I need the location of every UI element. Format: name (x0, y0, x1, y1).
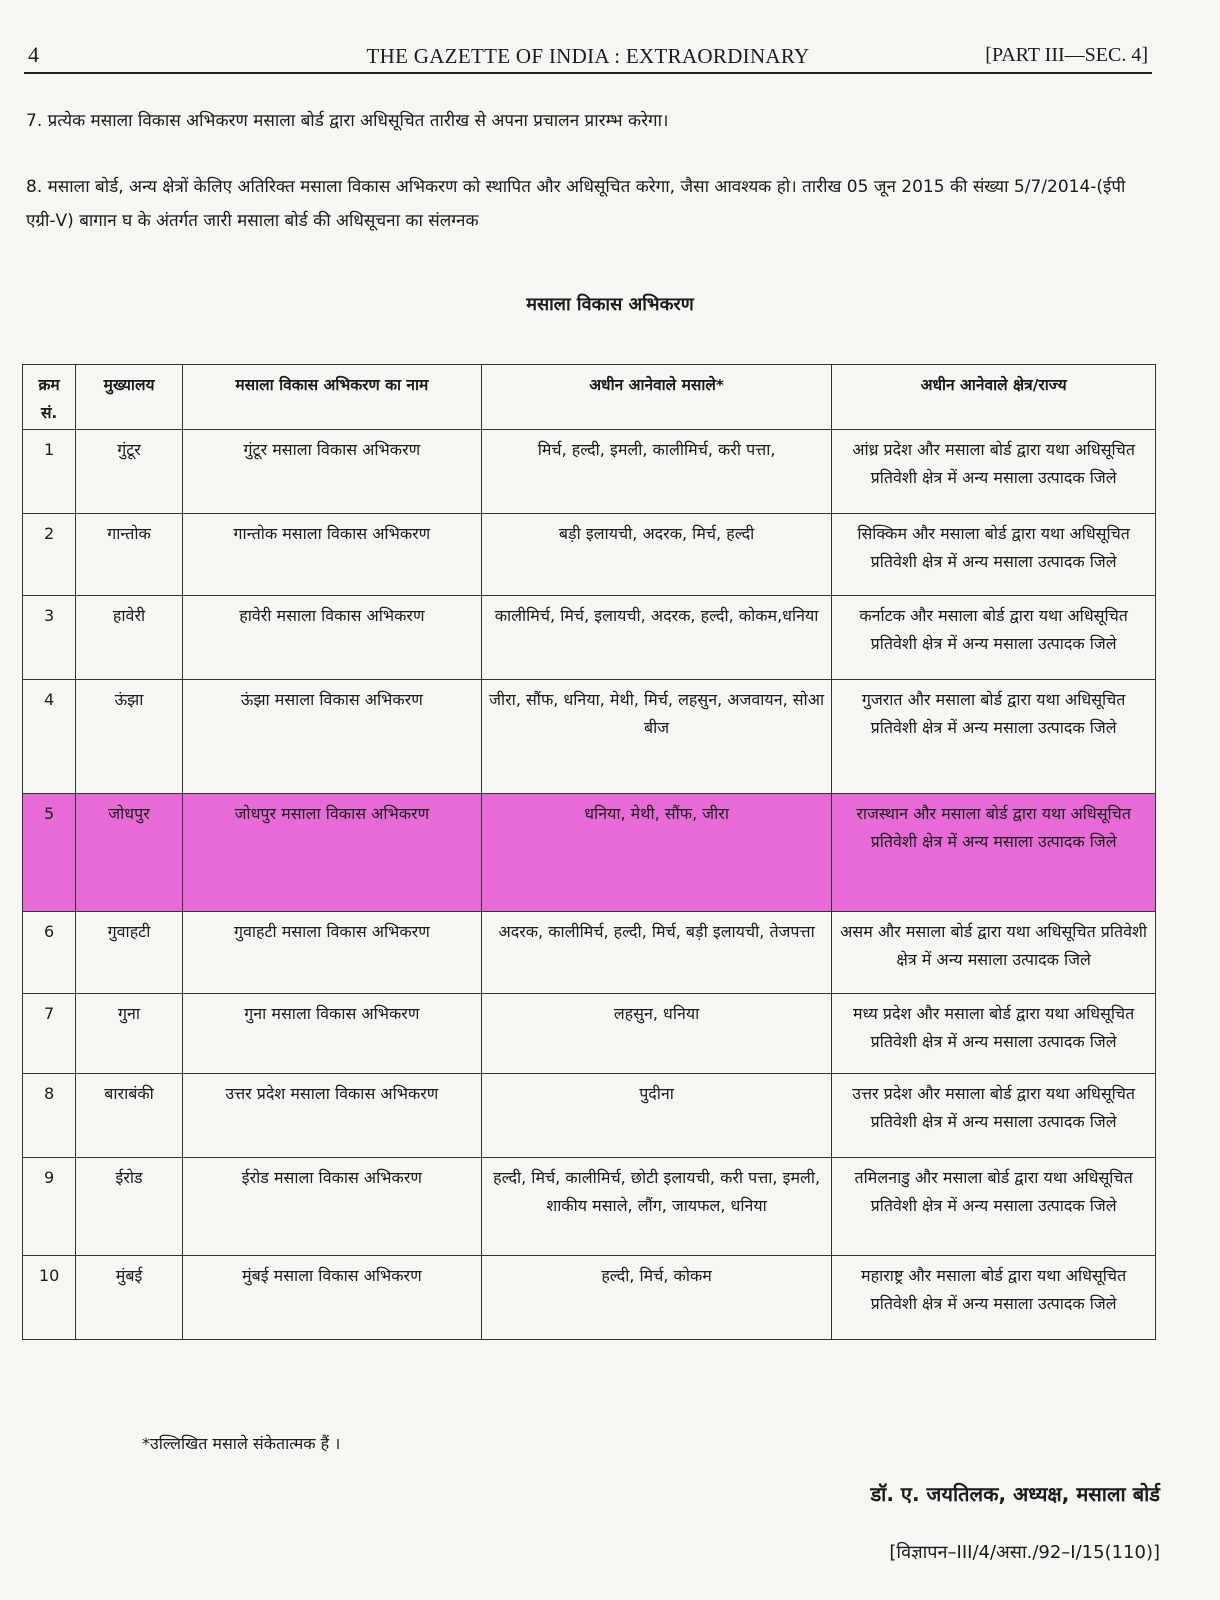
cell-region: कर्नाटक और मसाला बोर्ड द्वारा यथा अधिसूचित प्रतिवेशी क्षेत्र में अन्य मसाला उत्पादक जिले (832, 596, 1156, 680)
footnote: *उल्लिखित मसाले संकेतात्मक हैं । (142, 1434, 341, 1453)
cell-serial: 4 (23, 680, 76, 794)
cell-spices: पुदीना (481, 1074, 831, 1158)
table-header-row (23, 365, 1156, 430)
advertisement-reference: [विज्ञापन–III/4/असा./92–I/15(110)] (889, 1542, 1160, 1563)
header-spices: अधीन आनेवाले मसाले* (481, 365, 831, 430)
paragraph-8: 8. मसाला बोर्ड, अन्य क्षेत्रों केलिए अतिरिक्त मसाला विकास अभिकरण को स्थापित और अधिसूचित करेगा, जैसा आवश्यक हो। तारीख 05 जून 2015 की संख्या 5/7/2014-(ईपी एग्री-V) बागान घ के अंतर्गत जारी मसाला बोर्ड की अधिसूचना का संलग्नक (26, 177, 1126, 231)
cell-serial: 2 (23, 514, 76, 596)
cell-agency-name: उत्तर प्रदेश मसाला विकास अभिकरण (182, 1074, 481, 1158)
cell-agency-name: गुंटूर मसाला विकास अभिकरण (182, 430, 481, 514)
cell-region: आंध्र प्रदेश और मसाला बोर्ड द्वारा यथा अधिसूचित प्रतिवेशी क्षेत्र में अन्य मसाला उत्पादक जिले (832, 430, 1156, 514)
part-section: [PART III—SEC. 4] (985, 44, 1148, 66)
cell-spices: अदरक, कालीमिर्च, हल्दी, मिर्च, बड़ी इलायची, तेजपत्ता (481, 912, 831, 994)
cell-serial: 3 (23, 596, 76, 680)
table-row (23, 794, 1156, 912)
cell-region: तमिलनाडु और मसाला बोर्ड द्वारा यथा अधिसूचित प्रतिवेशी क्षेत्र में अन्य मसाला उत्पादक जिले (832, 1158, 1156, 1256)
cell-headquarters: मुंबई (76, 1256, 183, 1340)
cell-spices: हल्दी, मिर्च, कालीमिर्च, छोटी इलायची, करी पत्ता, इमली, शाकीय मसाले, लौंग, जायफल, धनिया (481, 1158, 831, 1256)
cell-agency-name: मुंबई मसाला विकास अभिकरण (182, 1256, 481, 1340)
cell-serial: 7 (23, 994, 76, 1074)
cell-agency-name: गुवाहटी मसाला विकास अभिकरण (182, 912, 481, 994)
signature: डॉ. ए. जयतिलक, अध्यक्ष, मसाला बोर्ड (870, 1482, 1160, 1506)
header-headquarters: मुख्यालय (76, 365, 183, 430)
table-row (23, 596, 1156, 680)
header-serial: क्रम सं. (23, 365, 76, 430)
cell-agency-name: ईरोड मसाला विकास अभिकरण (182, 1158, 481, 1256)
cell-spices: लहसुन, धनिया (481, 994, 831, 1074)
cell-region: मध्य प्रदेश और मसाला बोर्ड द्वारा यथा अधिसूचित प्रतिवेशी क्षेत्र में अन्य मसाला उत्पादक जिले (832, 994, 1156, 1074)
table-row (23, 430, 1156, 514)
cell-agency-name: जोधपुर मसाला विकास अभिकरण (182, 794, 481, 912)
table-row (23, 680, 1156, 794)
cell-agency-name: गान्तोक मसाला विकास अभिकरण (182, 514, 481, 596)
cell-headquarters: गुंटूर (76, 430, 183, 514)
header-regions: अधीन आनेवाले क्षेत्र/राज्य (832, 365, 1156, 430)
table-row (23, 514, 1156, 596)
page-number: 4 (28, 42, 39, 67)
table-row (23, 1256, 1156, 1340)
cell-headquarters: ऊंझा (76, 680, 183, 794)
gazette-title: THE GAZETTE OF INDIA : EXTRAORDINARY (366, 44, 810, 68)
paragraph-7: 7. प्रत्येक मसाला विकास अभिकरण मसाला बोर्ड द्वारा अधिसूचित तारीख से अपना प्रचालन प्रारम्भ करेगा। (26, 111, 669, 131)
cell-region: असम और मसाला बोर्ड द्वारा यथा अधिसूचित प्रतिवेशी क्षेत्र में अन्य मसाला उत्पादक जिले (832, 912, 1156, 994)
cell-headquarters: बाराबंकी (76, 1074, 183, 1158)
table-caption: मसाला विकास अभिकरण (526, 294, 694, 315)
cell-spices: जीरा, सौंफ, धनिया, मेथी, मिर्च, लहसुन, अजवायन, सोआ बीज (481, 680, 831, 794)
spice-agency-table (22, 364, 1156, 1340)
table-row (23, 912, 1156, 994)
table-row (23, 1158, 1156, 1256)
cell-region: गुजरात और मसाला बोर्ड द्वारा यथा अधिसूचित प्रतिवेशी क्षेत्र में अन्य मसाला उत्पादक जिले (832, 680, 1156, 794)
cell-region: उत्तर प्रदेश और मसाला बोर्ड द्वारा यथा अधिसूचित प्रतिवेशी क्षेत्र में अन्य मसाला उत्पादक जिले (832, 1074, 1156, 1158)
cell-serial: 6 (23, 912, 76, 994)
cell-spices: धनिया, मेथी, सौंफ, जीरा (481, 794, 831, 912)
cell-agency-name: ऊंझा मसाला विकास अभिकरण (182, 680, 481, 794)
cell-serial: 5 (23, 794, 76, 912)
cell-agency-name: हावेरी मसाला विकास अभिकरण (182, 596, 481, 680)
header-agency-name: मसाला विकास अभिकरण का नाम (182, 365, 481, 430)
cell-headquarters: गान्तोक (76, 514, 183, 596)
cell-region: राजस्थान और मसाला बोर्ड द्वारा यथा अधिसूचित प्रतिवेशी क्षेत्र में अन्य मसाला उत्पादक जिले (832, 794, 1156, 912)
cell-agency-name: गुना मसाला विकास अभिकरण (182, 994, 481, 1074)
cell-spices: बड़ी इलायची, अदरक, मिर्च, हल्दी (481, 514, 831, 596)
cell-serial: 8 (23, 1074, 76, 1158)
cell-headquarters: ईरोड (76, 1158, 183, 1256)
cell-headquarters: हावेरी (76, 596, 183, 680)
cell-headquarters: गुवाहटी (76, 912, 183, 994)
table-row (23, 1074, 1156, 1158)
cell-region: महाराष्ट्र और मसाला बोर्ड द्वारा यथा अधिसूचित प्रतिवेशी क्षेत्र में अन्य मसाला उत्पादक जिले (832, 1256, 1156, 1340)
cell-headquarters: जोधपुर (76, 794, 183, 912)
page-header (24, 38, 1152, 74)
cell-serial: 1 (23, 430, 76, 514)
cell-serial: 9 (23, 1158, 76, 1256)
cell-region: सिक्किम और मसाला बोर्ड द्वारा यथा अधिसूचित प्रतिवेशी क्षेत्र में अन्य मसाला उत्पादक जिले (832, 514, 1156, 596)
table-row (23, 994, 1156, 1074)
cell-serial: 10 (23, 1256, 76, 1340)
cell-headquarters: गुना (76, 994, 183, 1074)
cell-spices: मिर्च, हल्दी, इमली, कालीमिर्च, करी पत्ता, (481, 430, 831, 514)
cell-spices: हल्दी, मिर्च, कोकम (481, 1256, 831, 1340)
cell-spices: कालीमिर्च, मिर्च, इलायची, अदरक, हल्दी, कोकम,धनिया (481, 596, 831, 680)
